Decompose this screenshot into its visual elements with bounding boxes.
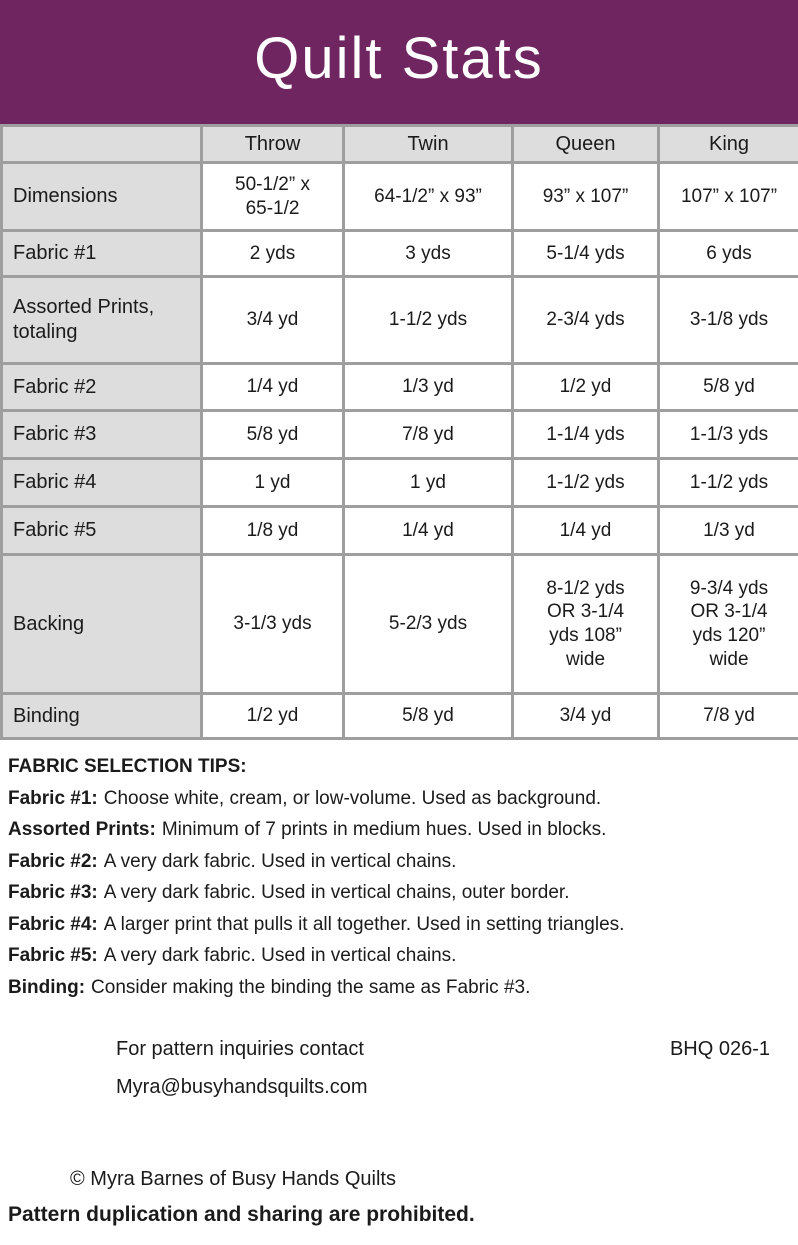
tip-text: A larger print that pulls it all together. Used in setting triangles.: [103, 913, 625, 935]
quilt-stats-table: [0, 124, 798, 740]
cell-value: 50-1/2” x 65-1/2: [235, 173, 310, 219]
cell-value: 2 yds: [249, 242, 296, 264]
table-cell: [202, 459, 344, 507]
cell-value: 1/4 yd: [402, 519, 454, 541]
table-cell: [659, 507, 798, 555]
cell-value: 5/8 yd: [402, 705, 454, 727]
cell-value: 1/2 yd: [559, 376, 612, 398]
tip-label: Fabric #1:: [8, 787, 98, 809]
tip-label: Fabric #4:: [8, 913, 98, 935]
cell-value: 2-3/4 yds: [546, 309, 625, 331]
cell-value: 107” x 107”: [680, 185, 778, 207]
tip-label: Fabric #2:: [8, 850, 98, 872]
row-label: Assorted Prints, totaling: [2, 277, 202, 364]
table-cell: [344, 694, 513, 739]
table-cell: [344, 555, 513, 694]
table-cell: [202, 163, 344, 231]
table-cell: [659, 411, 798, 459]
tip-label: Binding:: [8, 976, 86, 998]
column-header-throw: Throw: [202, 126, 344, 163]
cell-value: 1-1/2 yds: [689, 471, 769, 493]
tip-fabric-3: [8, 877, 798, 909]
cell-value: 1/4 yd: [246, 376, 299, 398]
tip-text: A very dark fabric. Used in vertical chains.: [103, 850, 457, 872]
table-cell: [344, 459, 513, 507]
cell-value: 5-2/3 yds: [388, 613, 468, 635]
table-row-assorted-prints: [2, 277, 798, 364]
cell-value: 1 yd: [254, 471, 291, 493]
table-cell: [659, 694, 798, 739]
pattern-code: BHQ 026-1: [669, 1038, 770, 1060]
row-label: Fabric #3: [2, 411, 202, 459]
cell-value: 1-1/2 yds: [388, 309, 468, 331]
tips-heading: FABRIC SELECTION TIPS:: [8, 756, 247, 777]
cell-value: 3 yds: [405, 242, 451, 264]
table-cell: [344, 231, 513, 277]
row-label: Fabric #2: [2, 364, 202, 411]
table-cell: [513, 231, 659, 277]
table-row-fabric-1: [2, 231, 798, 277]
table-cell: [513, 459, 659, 507]
table-cell: [513, 507, 659, 555]
column-header-queen: Queen: [513, 126, 659, 163]
table-cell: [659, 555, 798, 694]
table-cell: [202, 411, 344, 459]
table-cell: [202, 277, 344, 364]
tip-label: Fabric #5:: [8, 945, 98, 966]
cell-value: 5/8 yd: [246, 423, 299, 445]
table-cell: [513, 163, 659, 231]
table-cell: [659, 364, 798, 411]
corner-cell: [2, 126, 202, 163]
tip-fabric-5: [8, 940, 798, 972]
tip-assorted-prints: [8, 814, 798, 846]
cell-value: 7/8 yd: [402, 423, 454, 445]
cell-value: 6 yds: [706, 242, 752, 264]
tip-binding: [8, 972, 798, 1004]
cell-value: 9-3/4 yds OR 3-1/4 yds 120” wide: [689, 577, 769, 670]
tip-text: A very dark fabric. Used in vertical chains, outer border.: [103, 882, 570, 903]
tip-fabric-2: [8, 846, 798, 878]
cell-value: 3/4 yd: [559, 705, 612, 727]
table-cell: [513, 694, 659, 739]
cell-value: 7/8 yd: [703, 705, 755, 727]
table-header-row: [2, 126, 798, 163]
cell-value: 1-1/4 yds: [546, 423, 625, 445]
fabric-selection-tips: [8, 751, 798, 1003]
cell-value: 1-1/3 yds: [689, 423, 769, 445]
tip-fabric-4: [8, 909, 798, 941]
cell-value: 3-1/3 yds: [233, 613, 312, 635]
table-cell: [344, 163, 513, 231]
table-cell: [344, 411, 513, 459]
table-cell: [344, 507, 513, 555]
table-cell: [659, 231, 798, 277]
contact-section: [0, 1030, 798, 1106]
cell-value: 1-1/2 yds: [546, 471, 625, 493]
table-row-binding: [2, 694, 798, 739]
column-header-twin: Twin: [344, 126, 513, 163]
row-label: Backing: [2, 555, 202, 694]
row-label: Binding: [2, 694, 202, 739]
table-cell: [202, 364, 344, 411]
tip-text: A very dark fabric. Used in vertical chains.: [103, 945, 457, 966]
cell-value: 1/4 yd: [559, 519, 612, 541]
contact-line: For pattern inquiries contact: [116, 1038, 364, 1060]
contact-email: Myra@busyhandsquilts.com: [116, 1076, 368, 1098]
table-row-fabric-4: [2, 459, 798, 507]
table-cell: [659, 277, 798, 364]
cell-value: 3/4 yd: [246, 309, 299, 331]
cell-value: 8-1/2 yds OR 3-1/4 yds 108” wide: [546, 577, 625, 670]
tip-text: Minimum of 7 prints in medium hues. Used in blocks.: [161, 819, 607, 840]
cell-value: 93” x 107”: [542, 185, 629, 207]
tip-text: Consider making the binding the same as Fabric #3.: [91, 976, 531, 998]
tip-label: Assorted Prints:: [8, 819, 156, 840]
cell-value: 1/3 yd: [402, 376, 454, 398]
column-header-king: King: [659, 126, 798, 163]
title-banner: [0, 0, 798, 124]
row-label: Fabric #5: [2, 507, 202, 555]
table-cell: [202, 507, 344, 555]
duplication-notice: Pattern duplication and sharing are prohibited.: [8, 1203, 475, 1226]
table-cell: [513, 411, 659, 459]
cell-value: 3-1/8 yds: [689, 309, 769, 331]
table-cell: [513, 555, 659, 694]
table-cell: [513, 277, 659, 364]
table-row-fabric-3: [2, 411, 798, 459]
table-cell: [202, 555, 344, 694]
table-cell: [344, 277, 513, 364]
row-label: Dimensions: [2, 163, 202, 231]
tip-text: Choose white, cream, or low-volume. Used as background.: [103, 787, 602, 809]
table-cell: [659, 459, 798, 507]
row-label: Fabric #1: [2, 231, 202, 277]
table-row-dimensions: [2, 163, 798, 231]
table-cell: [202, 231, 344, 277]
footer-section: [0, 1162, 798, 1232]
page-title: Quilt Stats: [254, 26, 544, 91]
table-cell: [344, 364, 513, 411]
tip-fabric-1: [8, 783, 798, 815]
table-row-fabric-5: [2, 507, 798, 555]
tip-label: Fabric #3:: [8, 882, 98, 903]
copyright-text: © Myra Barnes of Busy Hands Quilts: [70, 1168, 396, 1190]
cell-value: 5-1/4 yds: [546, 242, 625, 264]
cell-value: 1/8 yd: [246, 519, 299, 541]
cell-value: 1/2 yd: [246, 705, 299, 727]
table-cell: [513, 364, 659, 411]
cell-value: 1/3 yd: [703, 519, 755, 541]
table-cell: [659, 163, 798, 231]
table-row-fabric-2: [2, 364, 798, 411]
cell-value: 5/8 yd: [703, 376, 755, 398]
row-label: Fabric #4: [2, 459, 202, 507]
cell-value: 64-1/2” x 93”: [374, 185, 482, 207]
cell-value: 1 yd: [410, 471, 446, 493]
table-row-backing: [2, 555, 798, 694]
table-cell: [202, 694, 344, 739]
